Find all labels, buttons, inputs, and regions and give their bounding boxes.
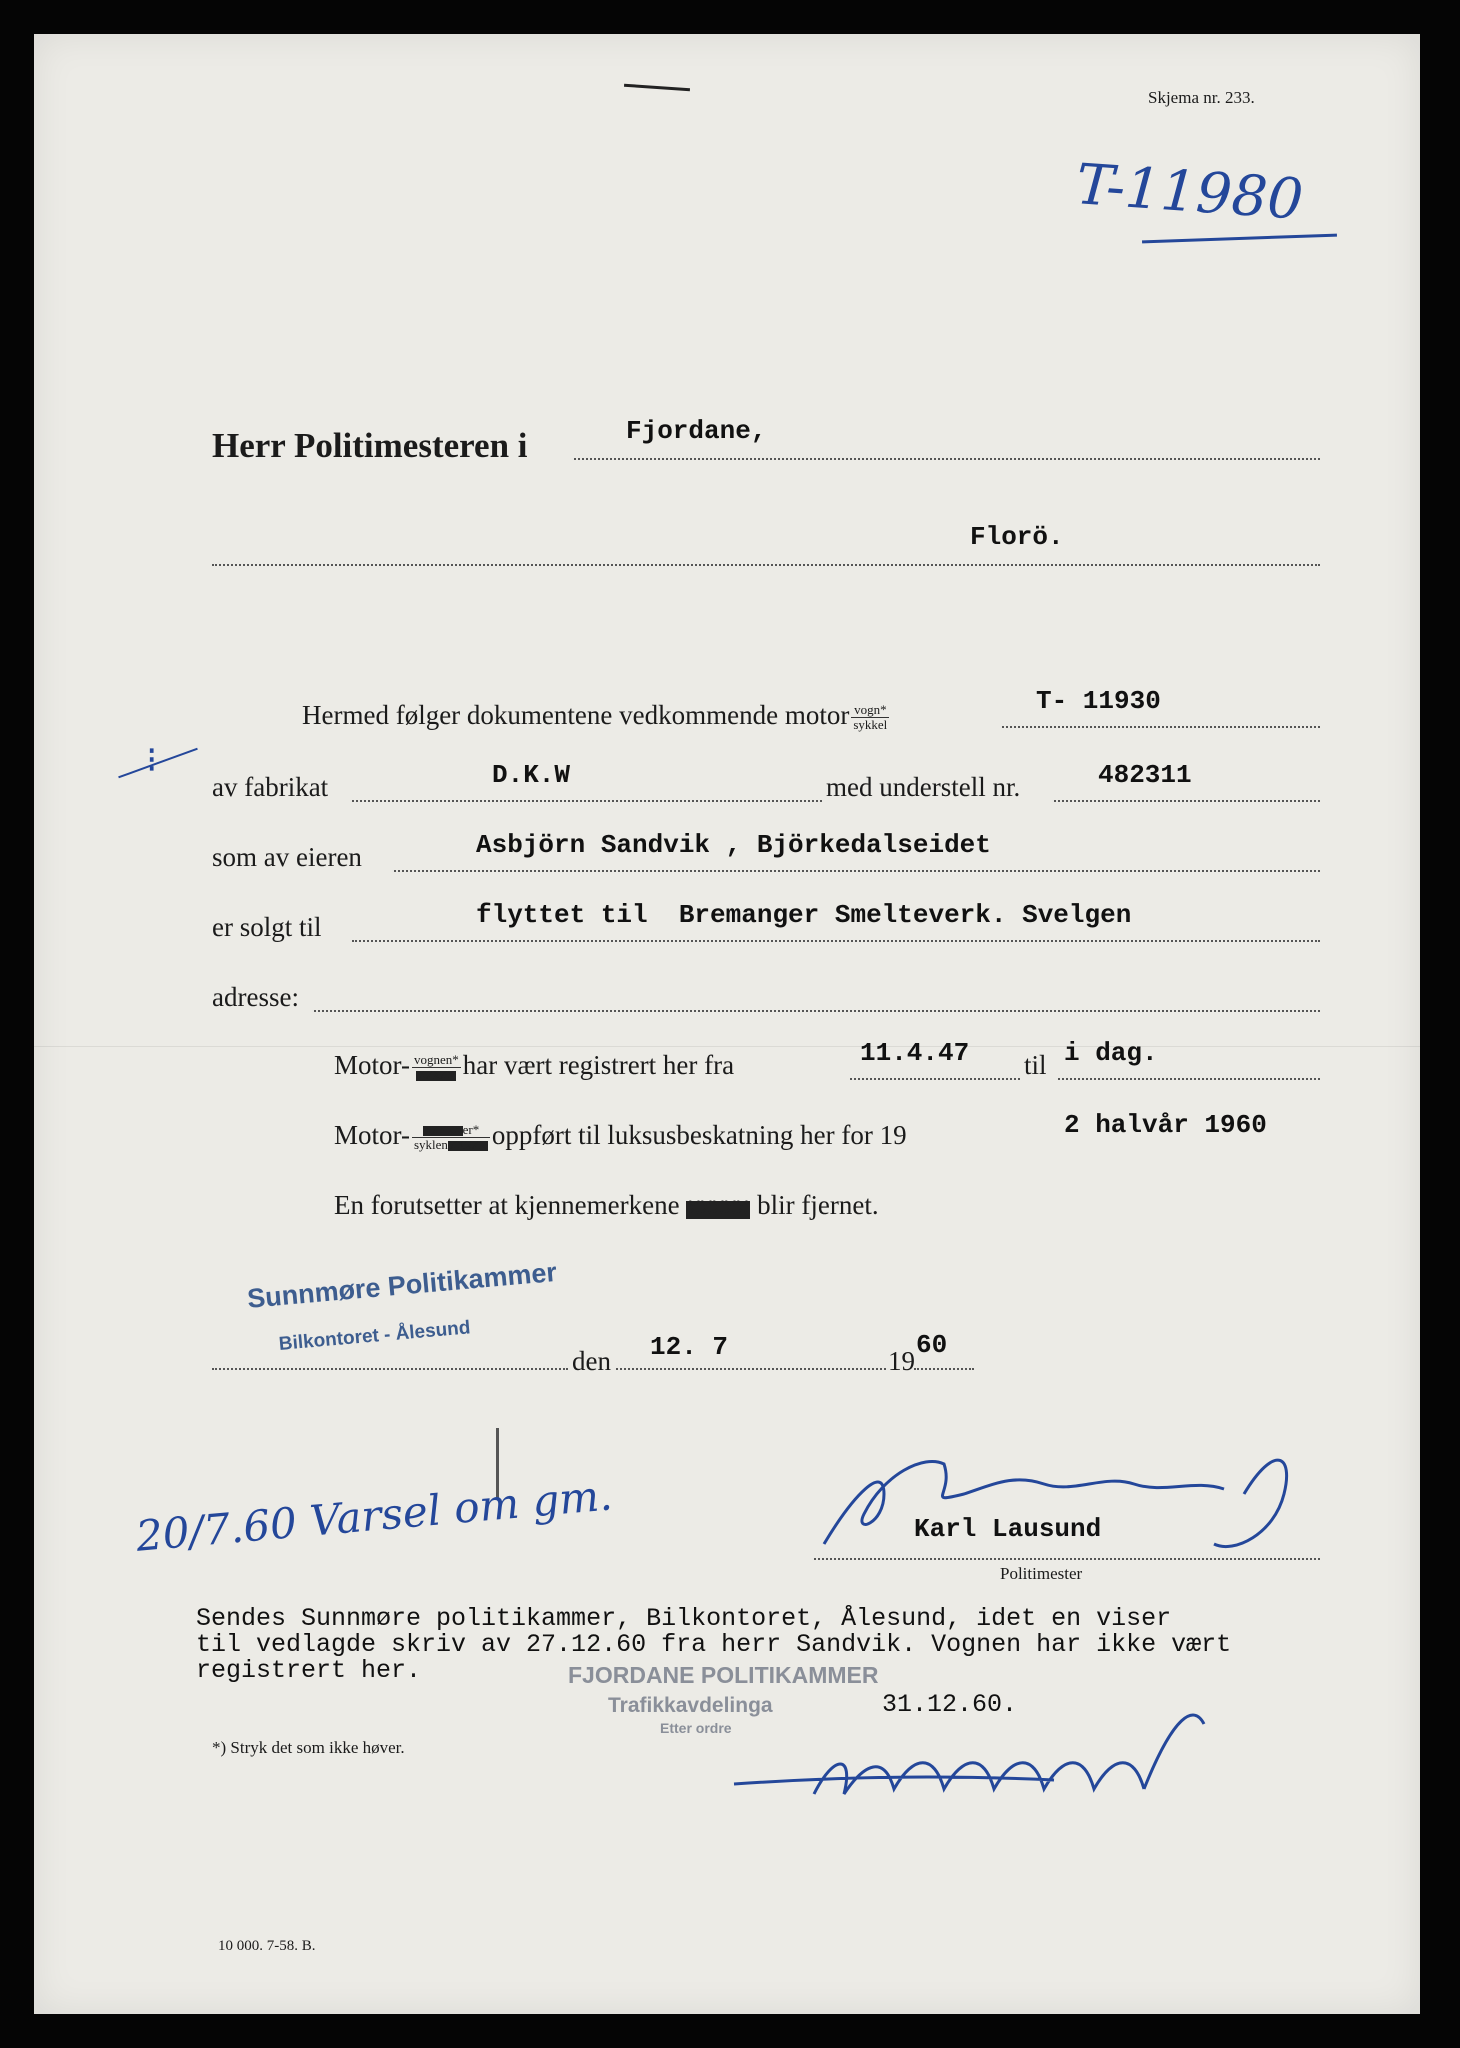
intro-text — [302, 700, 891, 732]
struck-text: XXXXX — [449, 1139, 486, 1154]
paper-fold — [34, 1046, 1420, 1047]
receiver-stamp-line3: Etter ordre — [660, 1720, 732, 1736]
vehicle-type-fraction — [851, 703, 889, 732]
year-prefix: 19 — [888, 1346, 915, 1376]
struck-text: XXXXX — [424, 1124, 461, 1139]
plates-struck: XXXXX — [688, 1198, 749, 1221]
signature-line — [814, 1558, 1320, 1560]
typed-note-line3: registrert her. — [196, 1656, 422, 1685]
receiver-stamp-line1: FJORDANE POLITIKAMMER — [568, 1662, 879, 1688]
make-line — [352, 800, 822, 802]
frac-top: vogn* — [851, 703, 889, 718]
registration-number: T- 11930 — [1036, 686, 1161, 716]
registered-to: i dag. — [1064, 1038, 1158, 1068]
reg-line-a: Motor- — [334, 1050, 410, 1080]
chassis-value: 482311 — [1098, 760, 1192, 790]
owner-label: som av eieren — [212, 842, 362, 872]
officer-signature — [724, 1694, 1244, 1824]
make-label: av fabrikat — [212, 772, 329, 802]
signatory-title: Politimester — [1000, 1564, 1083, 1583]
make-value: D.K.W — [492, 760, 571, 790]
typed-note-line2: til vedlagde skriv av 27.12.60 fra herr Sandvik. Vognen har ikke vært — [196, 1630, 1232, 1659]
footnote: *) Stryk det som ikke høver. — [212, 1738, 405, 1757]
frac-top-text: er* — [462, 1122, 480, 1138]
year-line — [914, 1368, 974, 1370]
addressee-city: Florö. — [970, 522, 1064, 552]
frac-bottom-text: syklen — [413, 1137, 448, 1153]
reg-line-b: har vært registrert her fra — [462, 1050, 735, 1080]
addressee-district: Fjordane, — [626, 416, 767, 446]
owner-value: Asbjörn Sandvik , Björkedalseidet — [476, 830, 991, 860]
sold-line — [352, 940, 1320, 942]
frac-top — [412, 1123, 490, 1138]
addressee-label: Herr Politimesteren i — [212, 426, 528, 465]
reg-from-line — [850, 1078, 1020, 1080]
reg-number-line — [1002, 726, 1320, 728]
registered-from: 11.4.47 — [860, 1038, 970, 1068]
addressee-line — [574, 458, 1320, 460]
address-label: adresse: — [212, 982, 299, 1012]
punch-mark — [624, 84, 690, 92]
frac-bottom: sykkel — [853, 717, 888, 733]
document-page — [34, 34, 1420, 2014]
owner-line — [394, 870, 1320, 872]
date-label: den — [572, 1346, 611, 1376]
plates-text — [334, 1190, 879, 1221]
frac-bottom — [412, 1068, 461, 1082]
tax-line-b: oppført til luksusbeskatning her for 19 — [491, 1120, 907, 1150]
sold-label: er solgt til — [212, 912, 322, 942]
luxury-tax-text — [334, 1120, 907, 1152]
receiver-stamp-line2: Trafikkavdelinga — [608, 1694, 773, 1717]
place-line — [212, 1368, 568, 1370]
tax-period: 2 halvår 1960 — [1064, 1110, 1267, 1140]
police-chief-signature — [814, 1434, 1334, 1574]
print-code: 10 000. 7-58. B. — [218, 1938, 316, 1954]
year-suffix: 60 — [916, 1330, 948, 1360]
signatory-name: Karl Lausund — [914, 1514, 1102, 1544]
address-line — [314, 1010, 1320, 1012]
sender-stamp-line2: Bilkontoret - Ålesund — [278, 1317, 472, 1355]
plates-a: En forutsetter at kjennemerkene — [334, 1190, 680, 1220]
intro-label: Hermed følger dokumentene vedkommende motor — [302, 700, 850, 730]
margin-mark: ⁝ — [146, 740, 158, 781]
chassis-line — [1054, 800, 1320, 802]
registered-text — [334, 1050, 734, 1082]
frac-bottom — [412, 1138, 490, 1152]
sender-stamp-line1: Sunnmøre Politikammer — [246, 1256, 559, 1314]
handwritten-note: 20/7.60 Varsel om gm. — [134, 1470, 615, 1561]
frac-top: vognen* — [413, 1052, 459, 1068]
reference-underline — [1142, 234, 1337, 244]
struck-text: XXXXX — [418, 1069, 455, 1084]
margin-stroke — [118, 748, 198, 779]
city-line — [212, 564, 1320, 566]
sold-value: flyttet til Bremanger Smelteverk. Svelgen — [476, 900, 1132, 930]
tax-line-a: Motor- — [334, 1120, 410, 1150]
date-value: 12. 7 — [650, 1332, 729, 1362]
registered-to-label: til — [1024, 1050, 1047, 1080]
chassis-label: med understell nr. — [826, 772, 1021, 802]
typed-note-date: 31.12.60. — [882, 1690, 1018, 1719]
date-line-dots — [616, 1368, 886, 1370]
reg-to-line — [1058, 1078, 1320, 1080]
tax-fraction — [412, 1123, 490, 1152]
form-number: Skjema nr. 233. — [1148, 88, 1255, 107]
plates-b: blir fjernet. — [757, 1190, 879, 1220]
reg-fraction — [412, 1053, 461, 1082]
typed-note-line1: Sendes Sunnmøre politikammer, Bilkontoret, Ålesund, idet en viser — [196, 1604, 1172, 1633]
handwritten-reference: T-11980 — [1074, 152, 1306, 233]
